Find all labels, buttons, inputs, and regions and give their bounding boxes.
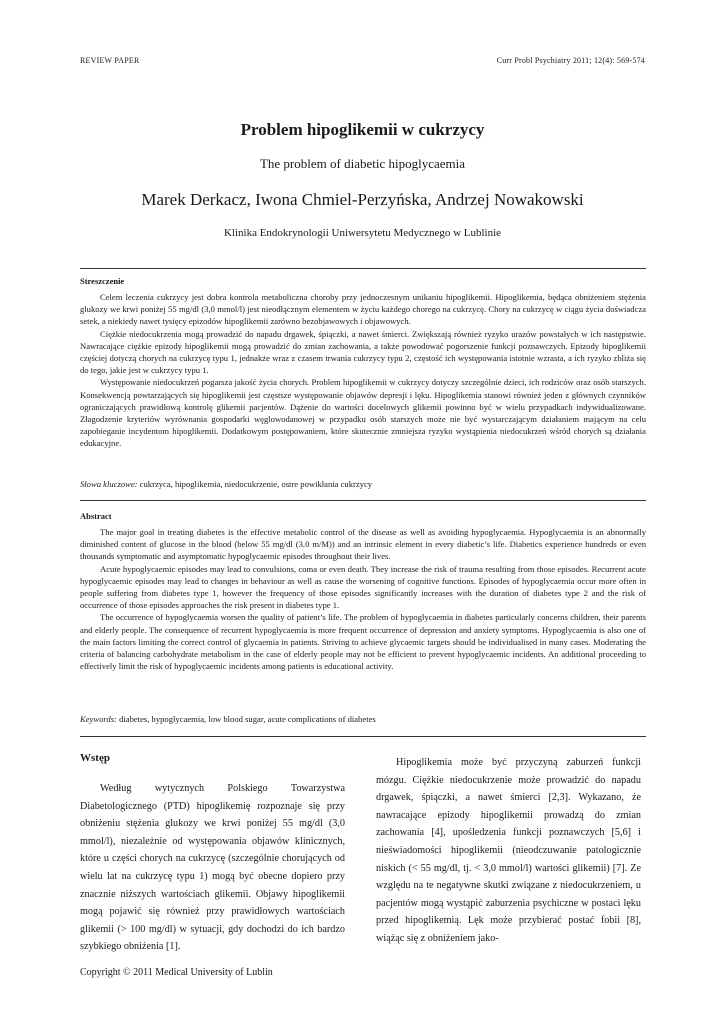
english-keywords-label: Keywords: [80,714,117,724]
body-paragraph: Hipoglikemia może być przyczyną zaburzeń funkcji mózgu. Ciężkie niedocukrzenie może prowadzić do napadu drgawek, śpiączki, a nawet śmierci [2,3]. Wykazano, że nawracające epizody hipoglikemii prowadzą do zmian zachowania [4], upośledzenia funkcji poznawczych [5,6] i nieświadomości hipoglikemii (nieodczuwanie patologicznie niskich (< 55 mg/dl, tj. < 3,0 mmol/l) wartości glikemii) [7]. Ze względu na te negatywne skutki związane z niedocukrzeniem, u pacjentów mogą wystąpić zaburzenia psychiczne w postaci lęku przed hipoglikemią. Lęk może przybierać postać fobii [8], wiążąc się z obniżeniem jako- [376,757,641,944]
english-keywords [80,714,646,724]
article-title: Problem hipoglikemii w cukrzycy [240,120,485,139]
abstract-body [80,526,646,672]
copyright-footer: Copyright © 2011 Medical University of Lublin [80,967,273,978]
body-column-left [80,780,345,956]
abstract-paragraph: Acute hypoglycaemic episodes may lead to convulsions, coma or even death. They increase the risk of trauma resulting from those episodes. Recurrent acute hypoglycaemic episodes may lead to changes in behaviour as well as cause the worsening of cognitive functions. Episodes of hypoglycaemia occur more often in people suffering from diabetes type 1, however the frequency of those episodes significantly increases with the duration of diabetes type 2 and the risk of occurrence of those episodes approaches the risk present in diabetes type 1. [80,563,646,611]
section-heading-wstep: Wstęp [80,752,110,764]
abstract-paragraph: The occurrence of hypoglycaemia worsen the quality of patient’s life. The problem of hypoglycaemia in diabetes particularly concerns children, their parents and elderly people. The consequence of recurrent hypoglycaemia is more frequent occurrence of depression and anxiety symptoms. Hypoglycaemia is also one of the main factors limiting the correct control of glycaemia in patients. Striving to achieve glycaemic targets should be individualised in many cases. Moderating the criteria of balancing carbohydrate metabolism in the case of elderly people may not be efficient to prevent hypoglycaemic incidents. An additional proceeding to effectively limit the risk of hypoglycaemic incidents among patients is educational activity. [80,612,646,672]
affiliation: Klinika Endokrynologii Uniwersytetu Medycznego w Lublinie [223,227,502,239]
body-column-right [376,754,641,948]
polish-keywords [80,479,646,489]
english-keywords-text: diabetes, hypoglycaemia, low blood sugar, acute complications of diabetes [116,714,376,724]
journal-section-label: REVIEW PAPER [80,56,140,65]
polish-keywords-label: Słowa kluczowe: [80,479,138,489]
divider-middle [80,500,646,501]
author-list: Marek Derkacz, Iwona Chmiel-Perzyńska, Andrzej Nowakowski [141,190,584,209]
article-subtitle: The problem of diabetic hipoglycaemia [259,156,466,171]
divider-bottom [80,736,646,737]
abstract-paragraph: The major goal in treating diabetes is the effective metabolic control of the disease as well as avoiding hypoglycaemia. Hypoglycaemia is an abnormally diminished content of glucose in the blood (below 55 mg/dl (3.0 m/M)) and an intrinsic element in every diabetic’s life. Diabetics experience hundreds or even thousands symptomatic and asymptomatic hypoglycaemic episodes throughout their lives. [80,527,646,562]
streszczenie-body [80,291,646,450]
streszczenie-paragraph: Ciężkie niedocukrzenia mogą prowadzić do napadu drgawek, śpiączki, a nawet śmierci. Zwiększają również ryzyko urazów powstałych w ich następstwie. Nawracające ciężkie epizody hipoglikemii mogą prowadzić do zmian zachowania, a także powodować pogorszenie funkcji poznawczych. Epizody hipoglikemii częściej dotyczą chorych na cukrzycę typu 1, jednakże wraz z czasem trwania cukrzycy typu 2, częstość ich występowania istotnie wzrasta, a ich ryzyko zbliża się do tego, jakie jest w cukrzycy typu 1. [80,328,646,376]
polish-keywords-text: cukrzyca, hipoglikemia, niedocukrzenie, ostre powikłania cukrzycy [137,479,373,489]
divider-top [80,268,646,269]
journal-citation: Curr Probl Psychiatry 2011; 12(4): 569-574 [496,56,645,65]
abstract-heading: Abstract [80,511,112,521]
streszczenie-paragraph: Występowanie niedocukrzeń pogarsza jakość życia chorych. Problem hipoglikemii w cukrzycy dotyczy szczególnie dzieci, ich rodziców oraz osób starszych. Konsekwencją powtarzających się hipoglikemii jest częstsze występowanie objawów depresji i lęku. Hipoglikemia stanowi również jeden z głównych czynników ograniczających prawidłową kontrolę glikemii pacjentów. Dążenie do wartości docelowych glikemii powinno być w wielu przypadkach indywidualizowane. Złagodzenie kryteriów wyrównania gospodarki węglowodanowej w przypadku osób starszych może nie być wystarczającym działaniem mającym na celu zapobieganie incydentom hipoglikemii. Dodatkowym postępowaniem, które skutecznie zmniejsza ryzyko wystąpienia niedocukrzeń wśród chorych są działania edukacyjne. [80,377,646,449]
streszczenie-paragraph: Celem leczenia cukrzycy jest dobra kontrola metaboliczna choroby przy jednoczesnym unikaniu hipoglikemii. Hipoglikemia, będąca obniżeniem stężenia glukozy we krwi poniżej 55 mg/dl (3,0 mmol/l) jest nieodłącznym elementem w życiu każdego chorego na cukrzycę. Chory na cukrzycę w ciągu życia doświadcza setek, a niekiedy nawet tysięcy epizodów hipoglikemii zarówno bezobjawowych i objawowych. [80,292,646,327]
streszczenie-heading: Streszczenie [80,276,125,286]
body-paragraph: Według wytycznych Polskiego Towarzystwa Diabetologicznego (PTD) hipoglikemię rozpoznaje się przy obniżeniu stężenia glukozy we krwi poniżej 55 mg/dl (3,0 mmol/l), niezależnie od występowania objawów klinicznych, które u części chorych na cukrzycę (szczególnie chorujących od wielu lat na cukrzycę typu 1) mogą być obecne dopiero przy znacznie niższych wartościach glikemii. Objawy hipoglikemii mogą pojawić się również przy prawidłowych wartościach glikemii (> 100 mg/dl) w sytuacji, gdy dochodzi do ich bardzo szybkiego obniżenia [1]. [80,783,345,953]
